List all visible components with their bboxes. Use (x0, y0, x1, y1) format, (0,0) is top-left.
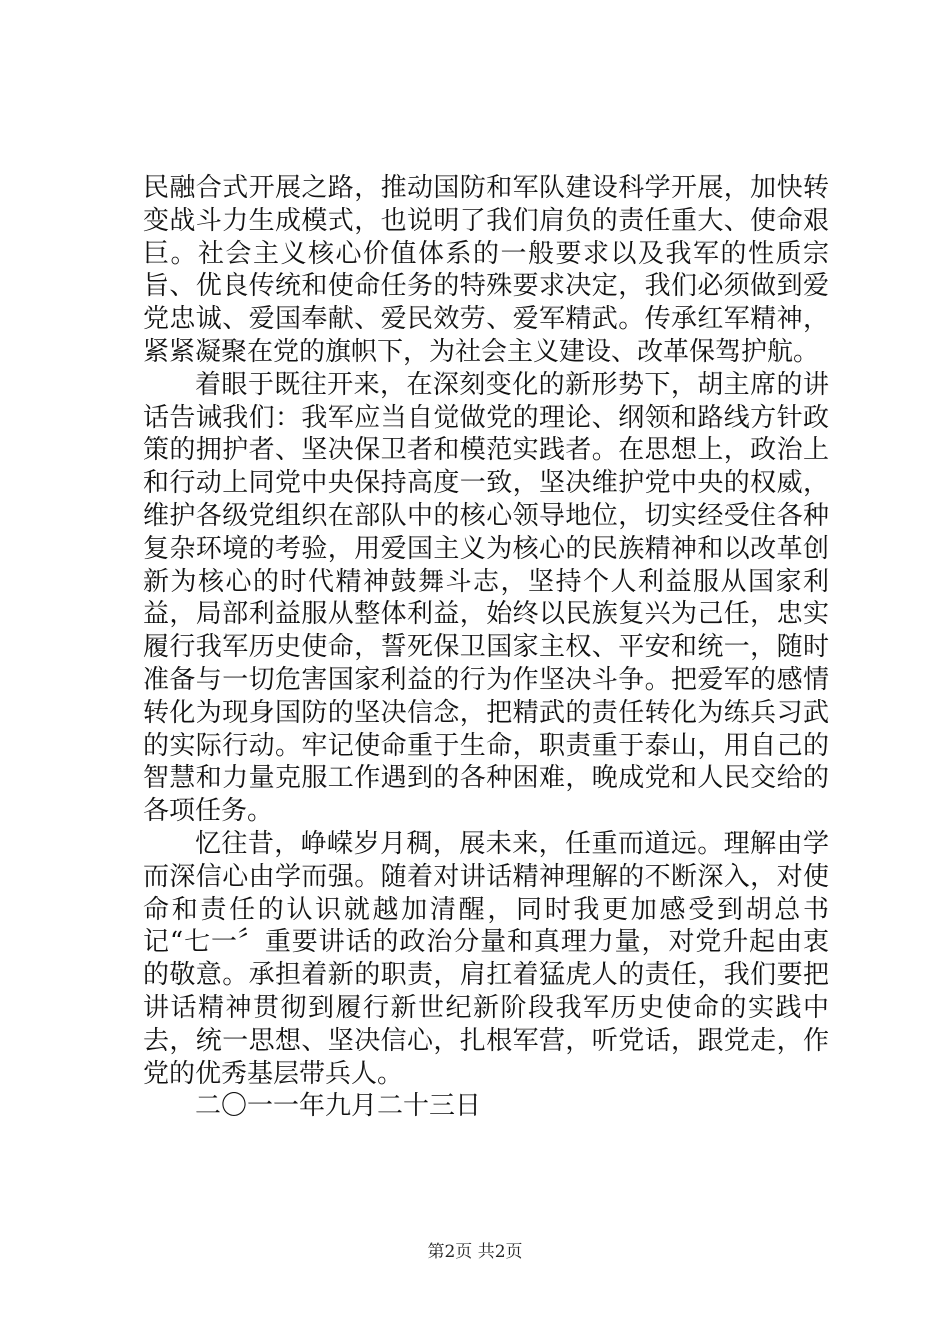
paragraph-continuation: 民融合式开展之路，推动国防和军队建设科学开展，加快转变战斗力生成模式，也说明了我们肩负的责任重大、使命艰巨。社会主义核心价值体系的一般要求以及我军的性质宗旨、优良传统和使命任务的特殊要求决定，我们必须做到爱党忠诚、爱国奉献、爱民效劳、爱军精武。传承红军精神，紧紧凝聚在党的旗帜下，为社会主义建设、改革保驾护航。 (143, 173, 829, 367)
date-line: 二〇一一年九月二十三日 (195, 1091, 482, 1122)
page-number-footer: 第2页 共2页 (427, 1242, 523, 1262)
document-body (143, 172, 829, 1123)
paragraph-speech: 着眼于既往开来，在深刻变化的新形势下，胡主席的讲话告诫我们：我军应当自觉做党的理论、纲领和路线方针政策的拥护者、坚决保卫者和模范实践者。在思想上，政治上和行动上同党中央保持高度一致，坚决维护党中央的权威，维护各级党组织在部队中的核心领导地位，切实经受住各种复杂环境的考验，用爱国主义为核心的民族精神和以改革创新为核心的时代精神鼓舞斗志，坚持个人利益服从国家利益，局部利益服从整体利益，始终以民族复兴为己任，忠实履行我军历史使命，誓死保卫国家主权、平安和统一，随时准备与一切危害国家利益的行为作坚决斗争。把爱军的感情转化为现身国防的坚决信念，把精武的责任转化为练兵习武的实际行动。牢记使命重于生命，职责重于泰山，用自己的智慧和力量克服工作遇到的各种困难，晚成党和人民交给的各项任务。 (143, 369, 829, 827)
paragraph-reflection: 忆往昔，峥嵘岁月稠，展未来，任重而道远。理解由学而深信心由学而强。随着对讲话精神理解的不断深入，对使命和责任的认识就越加清醒，同时我更加感受到胡总书记“七一〞重要讲话的政治分量和真理力量，对党升起由衷的敬意。承担着新的职责，肩扛着猛虎人的责任，我们要把讲话精神贯彻到履行新世纪新阶段我军历史使命的实践中去，统一思想、坚决信心，扎根军营，听党话，跟党走，作党的优秀基层带兵人。 (143, 828, 829, 1089)
